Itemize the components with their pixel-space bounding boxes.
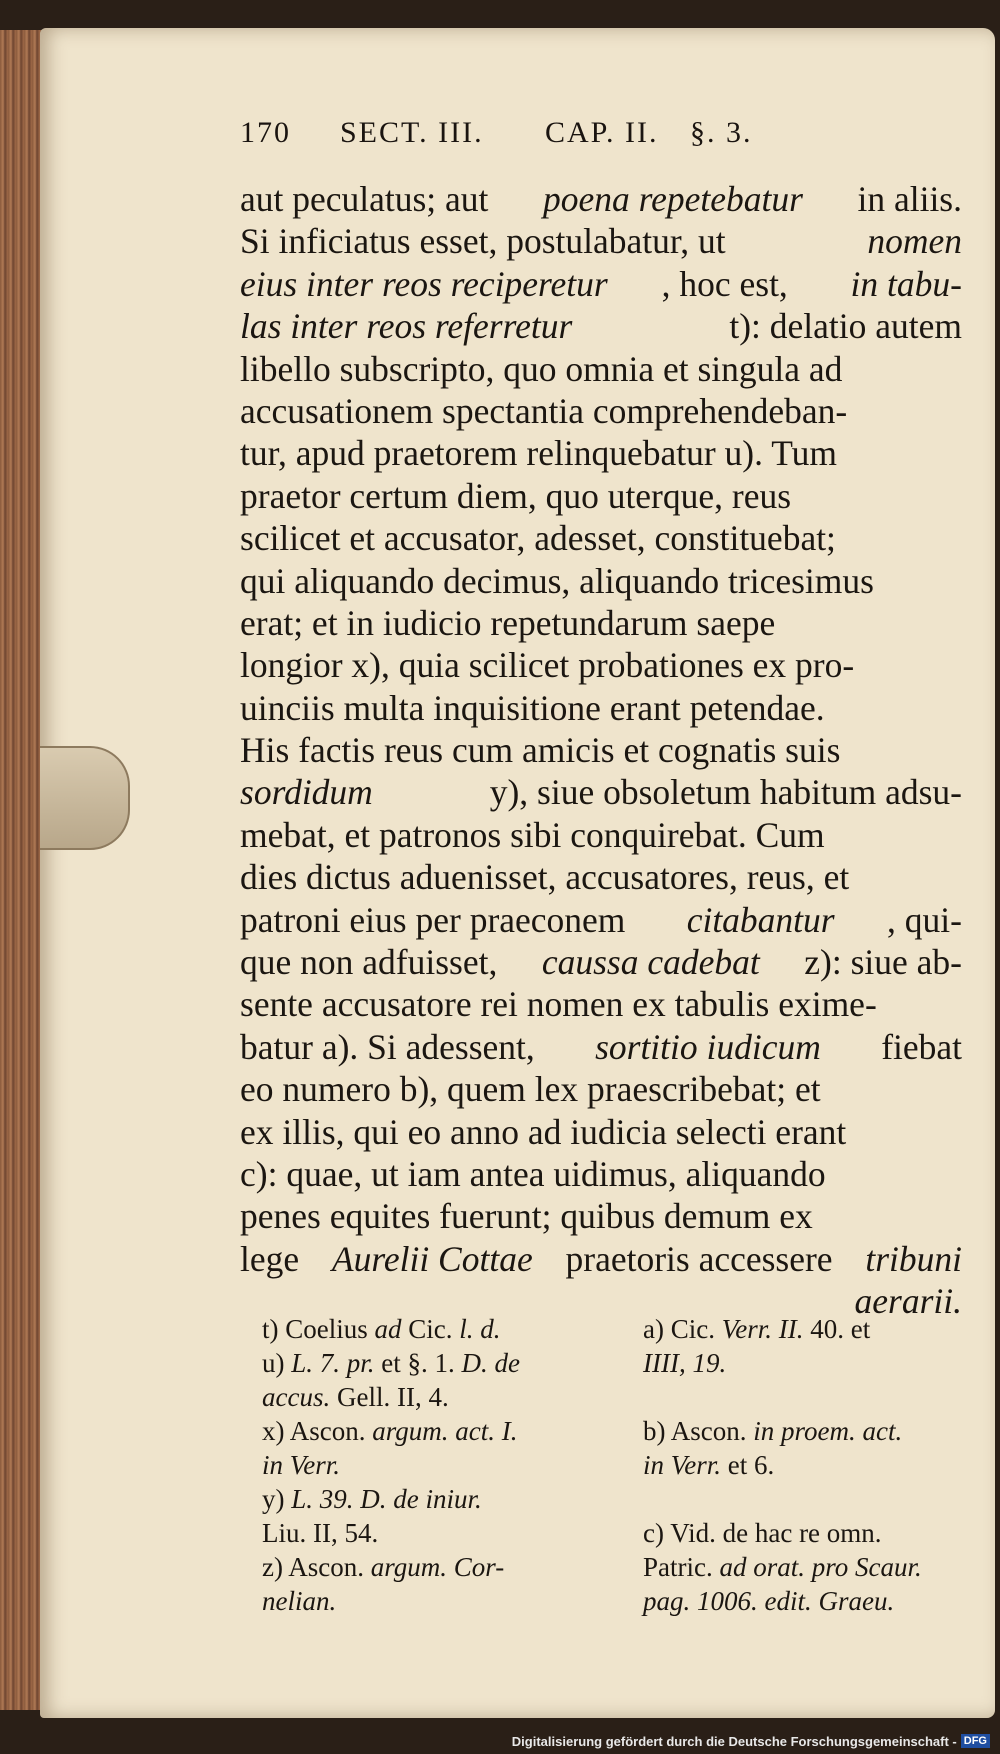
- text-segment: caussa cadebat: [541, 942, 760, 983]
- text-segment: fiebat: [872, 1026, 962, 1067]
- page-clip: [40, 746, 130, 850]
- text-segment: His factis reus cum amicis et cognatis suis: [240, 730, 841, 771]
- footnote-line-segment: L. 7. pr.: [291, 1348, 375, 1378]
- footnote-line-segment: ad orat. pro Scaur.: [719, 1552, 922, 1582]
- footnote-line: [262, 1482, 632, 1516]
- footnote-line: [262, 1414, 632, 1448]
- footnote-line: [262, 1380, 632, 1414]
- paragraph-label: §. 3.: [690, 116, 753, 149]
- text-line: [240, 983, 962, 1025]
- footnote-line: [643, 1482, 983, 1516]
- text-line: [240, 1026, 962, 1068]
- footnote-line-segment: y): [262, 1484, 292, 1514]
- footnote-line-segment: u): [262, 1348, 292, 1378]
- text-segment: qui aliquando decimus, aliquando tricesimus: [240, 560, 874, 601]
- text-segment: penes equites fuerunt; quibus demum ex: [240, 1196, 813, 1237]
- footnote-line-segment: z) Ascon.: [262, 1552, 371, 1582]
- text-segment: tribuni: [865, 1238, 962, 1279]
- text-line: [240, 220, 962, 262]
- footnote-line: [643, 1448, 983, 1482]
- footnote-line-segment: in proem. act.: [753, 1416, 903, 1446]
- text-segment: scilicet et accusator, adesset, constituebat;: [240, 518, 836, 559]
- footnote-line-segment: Gell. II, 4.: [330, 1382, 449, 1412]
- text-segment: patroni eius per praeconem: [240, 899, 635, 940]
- text-segment: poena repetebatur: [542, 179, 803, 219]
- footnote-line-segment: accus.: [262, 1382, 331, 1412]
- footnote-line: [262, 1346, 632, 1380]
- digitization-caption: [512, 1732, 990, 1750]
- text-line: [240, 729, 962, 771]
- text-segment: t): delatio autem: [720, 306, 962, 347]
- page-number: 170: [240, 116, 291, 149]
- text-line: [240, 348, 962, 390]
- text-line: [240, 814, 962, 856]
- footnote-line-segment: Liu. II, 54.: [262, 1518, 379, 1548]
- footnote-line: [643, 1414, 983, 1448]
- text-line: [240, 1068, 962, 1110]
- text-segment: eo numero b), quem lex praescribebat; et: [240, 1069, 821, 1110]
- text-segment: erat; et in iudicio repetundarum saepe: [240, 602, 776, 643]
- running-header: [240, 116, 840, 156]
- text-segment: praetoris accessere: [556, 1238, 842, 1279]
- text-segment: praetor certum diem, quo uterque, reus: [240, 475, 792, 516]
- footnote-line: [262, 1448, 632, 1482]
- text-segment: batur a). Si adessent,: [240, 1026, 544, 1067]
- text-segment: accusationem spectantia comprehendeban-: [240, 390, 848, 431]
- footnote-line-segment: IIII, 19.: [643, 1348, 727, 1378]
- text-line: [240, 263, 962, 305]
- footnote-line: [643, 1584, 983, 1618]
- text-segment: citabantur: [686, 899, 835, 940]
- footnote-line-segment: in Verr.: [262, 1450, 341, 1480]
- footnote-line-segment: D. de: [461, 1348, 521, 1378]
- text-line: [240, 856, 962, 898]
- footnote-line-segment: Patric.: [643, 1552, 720, 1582]
- text-segment: c): quae, ut iam antea uidimus, aliquando: [240, 1153, 826, 1194]
- text-segment: nomen: [867, 221, 962, 262]
- footnote-line-segment: et §. 1.: [374, 1348, 462, 1378]
- text-segment: tur, apud praetorem relinquebatur u). Tum: [240, 433, 838, 474]
- text-segment: dies dictus aduenisset, accusatores, reus, et: [240, 857, 850, 898]
- text-segment: in aliis.: [848, 179, 962, 219]
- footnotes-left: [262, 1312, 632, 1618]
- footnote-line: [262, 1550, 632, 1584]
- caption-text: Digitalisierung gefördert durch die Deutsche Forschungsgemeinschaft -: [511, 1733, 957, 1749]
- text-line: [240, 305, 962, 347]
- text-line: [240, 432, 962, 474]
- footnote-line-segment: argum. Cor-: [370, 1552, 505, 1582]
- footnote-line-segment: x) Ascon.: [262, 1416, 373, 1446]
- section-label: SECT. III.: [340, 116, 484, 149]
- text-segment: libello subscripto, quo omnia et singula ad: [240, 348, 843, 389]
- text-segment: , qui-: [887, 899, 962, 940]
- footnote-line-segment: L. 39. D. de iniur.: [291, 1484, 482, 1514]
- text-line: [240, 602, 962, 644]
- text-line: [240, 644, 962, 686]
- text-segment: que non adfuisset,: [240, 942, 507, 983]
- text-segment: las inter reos referretur: [240, 306, 573, 347]
- footnote-line: [643, 1346, 983, 1380]
- text-line: [240, 1153, 962, 1195]
- text-line: [240, 1195, 962, 1237]
- footnote-line: [262, 1584, 632, 1618]
- text-segment: Si inficiatus esset, postulabatur, ut: [240, 221, 735, 262]
- footnote-line-segment: et 6.: [721, 1450, 775, 1480]
- text-line: [240, 1111, 962, 1153]
- text-line: [240, 771, 962, 813]
- text-segment: ex illis, qui eo anno ad iudicia selecti erant: [240, 1111, 847, 1152]
- footnote-line: [262, 1312, 632, 1346]
- dfg-logo: DFG: [961, 1734, 990, 1748]
- text-segment: aerarii.: [854, 1281, 962, 1322]
- footnote-line-segment: argum. act. I.: [372, 1416, 518, 1446]
- text-segment: , hoc est,: [661, 263, 797, 304]
- text-line: [240, 687, 962, 729]
- footnote-line: [643, 1380, 983, 1414]
- footnote-line-segment: nelian.: [262, 1586, 337, 1616]
- footnote-line-segment: l. d.: [459, 1314, 501, 1344]
- footnotes-right: [643, 1312, 983, 1618]
- text-line: [240, 390, 962, 432]
- text-segment: aut peculatus; aut: [240, 179, 498, 219]
- footnote-line-segment: Verr. II.: [721, 1314, 804, 1344]
- text-segment: sordidum: [240, 772, 373, 813]
- footnote-line-segment: t) Coelius: [262, 1314, 375, 1344]
- text-segment: y), siue obsoletum habitum adsu-: [480, 772, 962, 813]
- text-segment: sortitio iudicum: [595, 1026, 821, 1067]
- footnote-line-segment: Cic.: [401, 1314, 460, 1344]
- text-line: [240, 475, 962, 517]
- footnote-line: [643, 1516, 983, 1550]
- text-segment: z): siue ab-: [795, 942, 962, 983]
- footnote-line: [643, 1312, 983, 1346]
- text-segment: sente accusatore rei nomen ex tabulis exime-: [240, 984, 877, 1025]
- text-segment: mebat, et patronos sibi conquirebat. Cum: [240, 814, 825, 855]
- book-page-edges: [0, 30, 45, 1710]
- footnote-line-segment: pag. 1006. edit. Graeu.: [643, 1586, 895, 1616]
- text-segment: in tabu-: [850, 263, 962, 304]
- body-text: [240, 178, 962, 1323]
- text-line: [240, 178, 962, 220]
- footnote-line-segment: b) Ascon.: [643, 1416, 754, 1446]
- text-segment: eius inter reos reciperetur: [240, 263, 608, 304]
- chapter-label: CAP. II.: [545, 116, 659, 149]
- footnote-line-segment: a) Cic.: [643, 1314, 722, 1344]
- text-line: [240, 1238, 962, 1280]
- text-line: [240, 560, 962, 602]
- footnote-line-segment: in Verr.: [643, 1450, 722, 1480]
- text-line: [240, 517, 962, 559]
- footnote-line: [643, 1550, 983, 1584]
- text-segment: uinciis multa inquisitione erant petendae.: [240, 687, 825, 728]
- text-line: [240, 899, 962, 941]
- text-segment: longior x), quia scilicet probationes ex pro-: [240, 645, 855, 686]
- text-segment: lege: [240, 1238, 309, 1279]
- footnote-line-segment: ad: [374, 1314, 402, 1344]
- footnote-line: [262, 1516, 632, 1550]
- text-segment: Aurelii Cottae: [331, 1238, 533, 1279]
- footnote-line-segment: 40. et: [803, 1314, 871, 1344]
- text-line: [240, 941, 962, 983]
- footnote-line-segment: c) Vid. de hac re omn.: [643, 1518, 882, 1548]
